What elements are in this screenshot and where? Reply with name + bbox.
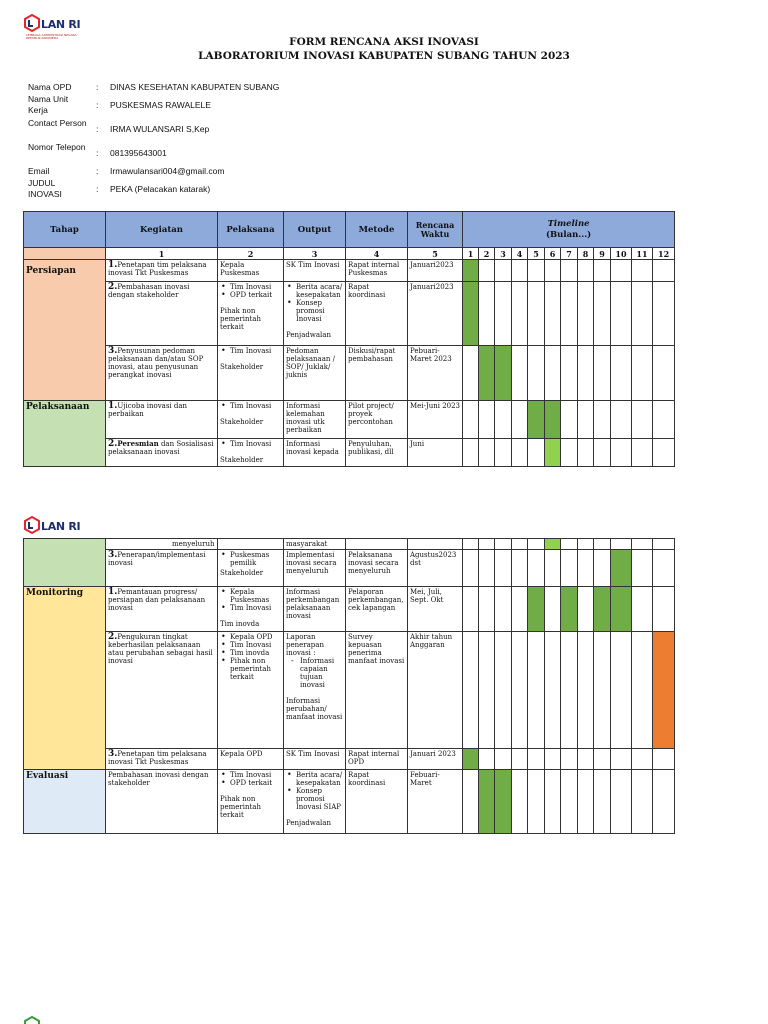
timeline-bar <box>479 770 495 834</box>
timeline-bar <box>545 539 561 550</box>
timeline-bar <box>495 346 512 401</box>
month-10: 10 <box>611 248 632 260</box>
month-6: 6 <box>545 248 561 260</box>
logo-subtitle: LEMBAGA ADMINISTRASI NEGARA REPUBLIK INDONESIA <box>26 33 77 41</box>
logo-hexagon-icon <box>24 1016 40 1024</box>
timeline-bar <box>561 587 578 632</box>
lan-ri-logo-page3 <box>24 1016 40 1024</box>
logo-hexagon-icon <box>24 516 40 536</box>
header-kegiatan: Kegiatan <box>106 212 218 248</box>
table-row: 2.Peresmian dan Sosialisasi pelaksanaan inovasi • Tim Inovasi Stakeholder Informasi inovasi kepada Penyuluhan, publikasi, dll Juni <box>24 439 675 467</box>
action-plan-table-page2 <box>23 538 675 834</box>
table-row: Pelaksanaan 1.Ujicoba inovasi dan perbaikan • Tim Inovasi Stakeholder Informasi kelemahan inovasi utk perbaikan Pilot project/ proyek percontohan Mei-Juni 2023 <box>24 401 675 439</box>
stage-pelaksanaan: Pelaksanaan <box>24 401 106 467</box>
month-12: 12 <box>653 248 675 260</box>
table-row: 3.Penyusunan pedoman pelaksanaan dan/atau SOP inovasi, atau penyusunan perangkat inovasi • Tim Inovasi Stakeholder Pedoman pelaksanaan / SOP/ Juklak/ juknis Diskusi/rapat pembahasan Pebuari-Maret 2023 <box>24 346 675 401</box>
stage-monitoring: Monitoring <box>24 587 106 770</box>
timeline-bar <box>611 550 632 587</box>
table-row: Monitoring 1.Pemantauan progress/ persiapan dan pelaksanaan inovasi • Kepala Puskesmas • Tim Inovasi Tim inovda Informasi perkembangan pelaksanaan inovasi Pelaporan perkembangan, cek lapangan Mei, Juli, Sept. Okt <box>24 587 675 632</box>
header-pelaksana: Pelaksana <box>218 212 284 248</box>
timeline-bar <box>545 439 561 467</box>
logo-hexagon-icon <box>24 14 40 34</box>
action-plan-table-page1: Tahap Kegiatan Pelaksana Output Metode Rencana Waktu Timeline (Bulan...) 1 2 3 4 5 1 2 3 4 5 6 7 8 9 10 11 12 Persiapan 1.Penetapan tim pelaksana inovasi Tkt Puskesmas Kepala Puskesmas SK Tim Inovasi Rapat internal Puskesmas Januari2023 2.Pembahasan inovasi dengan stakeholder • Tim Inovasi • OPD terkait Pihak non pemerintah terkait • Berita acara/ kesepakatan • Konsep promosi Inovasi Penjadwalan Rapat koordinasi Januari2023 3.Penyusunan pedoman pelaksanaan dan/atau SOP inovasi, atau penyusunan perangkat inovasi • Tim Inovasi Stakeholder Pedoman pelaksanaan / SOP/ Juklak/ juknis Diskusi/rapat pembahasan Pebuari-Maret 2023 Pelaksanaan 1.Ujicoba inovasi dan perbaikan • Tim Inovasi Stakeholder Informasi kelemahan inovasi utk perbaikan Pilot project/ proyek percontohan Mei-Juni 2023 2.Peresmian dan Sosialisasi pelaksanaan inovasi • Tim Inovasi Stakeholder Informasi inovasi kepada Penyuluhan, publikasi, dll Juni <box>23 211 675 467</box>
stage-evaluasi: Evaluasi <box>24 770 106 834</box>
timeline-bar <box>463 749 479 770</box>
lan-ri-logo-page2 <box>24 516 80 536</box>
timeline-bar <box>528 401 545 439</box>
month-1: 1 <box>463 248 479 260</box>
lan-ri-logo <box>24 14 81 41</box>
month-11: 11 <box>632 248 653 260</box>
timeline-bar <box>594 587 611 632</box>
month-7: 7 <box>561 248 578 260</box>
table-row: 2.Pengukuran tingkat keberhasilan pelaksanaan atau perubahan sebagai hasil inovasi • Kepala OPD • Tim Inovasi • Tim inovda • Pihak non pemerintah terkait Laporan penerapan inovasi : - Informasi capaian tujuan inovasi Informasi perubahan/ manfaat inovasi Survey kepuasan penerima manfaat inovasi Akhir tahun Anggaran <box>24 632 675 749</box>
header-tahap: Tahap <box>24 212 106 248</box>
month-3: 3 <box>495 248 512 260</box>
header-output: Output <box>284 212 346 248</box>
form-title: FORM RENCANA AKSI INOVASI <box>289 36 479 48</box>
timeline-bar <box>479 346 495 401</box>
header-timeline: Timeline (Bulan...) <box>463 212 675 248</box>
table-row: menyeluruh masyarakat <box>24 539 675 550</box>
table-row: 2.Pembahasan inovasi dengan stakeholder • Tim Inovasi • OPD terkait Pihak non pemerintah terkait • Berita acara/ kesepakatan • Konsep promosi Inovasi Penjadwalan Rapat koordinasi Januari2023 <box>24 282 675 346</box>
month-9: 9 <box>594 248 611 260</box>
table-row: 3.Penerapan/implementasi inovasi • Puskesmas pemilik Stakeholder Implementasi inovasi secara menyeluruh Pelaksanana inovasi secara menyeluruh Agustus2023 dst <box>24 550 675 587</box>
logo-text: LAN RI <box>41 519 81 533</box>
header-metode: Metode <box>346 212 408 248</box>
timeline-bar <box>611 587 632 632</box>
table-row: Persiapan 1.Penetapan tim pelaksana inovasi Tkt Puskesmas Kepala Puskesmas SK Tim Inovasi Rapat internal Puskesmas Januari2023 <box>24 260 675 282</box>
timeline-bar <box>545 401 561 439</box>
timeline-bar <box>463 282 479 346</box>
month-2: 2 <box>479 248 495 260</box>
timeline-bar <box>495 770 512 834</box>
timeline-bar <box>653 632 675 749</box>
timeline-bar <box>463 260 479 282</box>
month-8: 8 <box>578 248 594 260</box>
form-subtitle: LABORATORIUM INOVASI KABUPATEN SUBANG TAHUN 2023 <box>198 50 570 62</box>
stage-persiapan: Persiapan <box>24 260 106 401</box>
logo-text: LAN RI <box>41 17 81 31</box>
month-4: 4 <box>512 248 528 260</box>
header-rencana-waktu: Rencana Waktu <box>408 212 463 248</box>
table-row: 3.Penetapan tim pelaksana inovasi Tkt Puskesmas Kepala OPD SK Tim Inovasi Rapat internal OPD Januari 2023 <box>24 749 675 770</box>
table-row: Evaluasi Pembahasan inovasi dengan stakeholder • Tim Inovasi • OPD terkait Pihak non pemerintah terkait • Berita acara/ kesepakatan • Konsep promosi Inovasi SIAP Penjadwalan Rapat koordinasi Febuari-Maret <box>24 770 675 834</box>
timeline-bar <box>528 587 545 632</box>
month-5: 5 <box>528 248 545 260</box>
